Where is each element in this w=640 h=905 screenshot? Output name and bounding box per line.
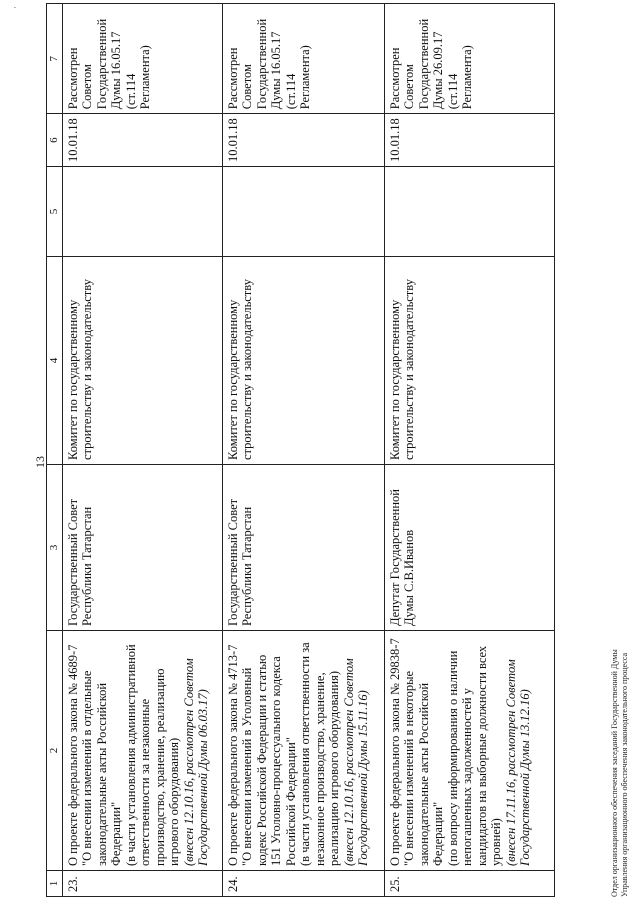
bill-description <box>384 631 554 871</box>
bill-title: О проекте федерального закона № 29838-7 <box>387 638 402 866</box>
bill-committee: Комитет по государственному строительству и законодательству <box>222 257 384 465</box>
table-row <box>222 4 384 897</box>
bill-col5 <box>62 167 222 257</box>
bill-title: О проекте федерального закона № 4689-7 <box>65 644 80 866</box>
header-row <box>47 4 63 897</box>
bill-committee: Комитет по государственному строительству и законодательству <box>62 257 222 465</box>
bill-status: Рассмотрен Советом Государственной Думы 16.05.17 (ст.114 Регламента) <box>222 4 384 114</box>
bill-date: 10.01.18 <box>222 114 384 167</box>
header-col-3: 3 <box>47 465 63 631</box>
header-col-1: 1 <box>47 871 63 897</box>
bill-author: Депутат Государственной Думы С.В.Иванов <box>384 465 554 631</box>
bill-name: "О внесении изменений в отдельные законодательные акты Российской Федерации" <box>80 670 123 866</box>
row-number: 24. <box>222 871 384 897</box>
page-number: 13 <box>33 456 47 468</box>
bill-note: (внесен 17.11.16, рассмотрен Советом Государственной Думы 13.12.16) <box>503 659 532 866</box>
table-row <box>384 4 554 897</box>
legislation-table <box>46 3 555 897</box>
header-col-5: 5 <box>47 167 63 257</box>
bill-status: Рассмотрен Советом Государственной Думы 16.05.17 (ст.114 Регламента) <box>62 4 222 114</box>
row-number: 23. <box>62 871 222 897</box>
row-number: 25. <box>384 871 554 897</box>
bill-note: (внесен 12.10.16, рассмотрен Советом Государственной Думы 15.11.16) <box>341 658 370 866</box>
corner-mark: · <box>10 6 20 9</box>
table-row <box>62 4 222 897</box>
bill-scope: (в части установления ответственности за незаконное производство, хранение, реализацию игрового оборудования) <box>298 642 341 866</box>
bill-note: (внесен 12.10.16, рассмотрен Советом Государственной Думы 06.03.17) <box>181 658 210 866</box>
bill-status: Рассмотрен Советом Государственной Думы 26.09.17 (ст.114 Регламента) <box>384 4 554 114</box>
bill-description <box>222 631 384 871</box>
bill-committee: Комитет по государственному строительству и законодательству <box>384 257 554 465</box>
bill-name: "О внесении изменений в некоторые законодательные акты Российской Федерации" <box>402 670 445 866</box>
bill-author: Государственный Совет Республики Татарстан <box>62 465 222 631</box>
header-col-7: 7 <box>47 4 63 114</box>
bill-date: 10.01.18 <box>62 114 222 167</box>
bill-date: 10.01.18 <box>384 114 554 167</box>
header-col-6: 6 <box>47 114 63 167</box>
footer-line-1: Отдел организационного обеспечения заседаний Государственной Думы <box>610 649 619 897</box>
bill-col5 <box>384 167 554 257</box>
footer-line-2: Управления организационного обеспечения законодательного процесса <box>620 652 629 897</box>
bill-scope: (в части установления административной ответственности за незаконные производство, хранение, реализацию игрового оборудования) <box>123 644 181 866</box>
bill-title: О проекте федерального закона № 4713-7 <box>225 644 240 866</box>
bill-author: Государственный Совет Республики Татарстан <box>222 465 384 631</box>
bill-scope: (по вопросу информирования о наличии непогашенных задолженностей у кандидатов на выборные должности всех уровней) <box>445 645 503 866</box>
footer <box>610 649 630 897</box>
bill-name: "О внесении изменений в Уголовный кодекс Российской Федерации и статью 151 Уголовно-процессуального кодекса Российской Федерации" <box>240 654 298 866</box>
bill-col5 <box>222 167 384 257</box>
header-col-4: 4 <box>47 257 63 465</box>
header-col-2: 2 <box>47 631 63 871</box>
bill-description <box>62 631 222 871</box>
